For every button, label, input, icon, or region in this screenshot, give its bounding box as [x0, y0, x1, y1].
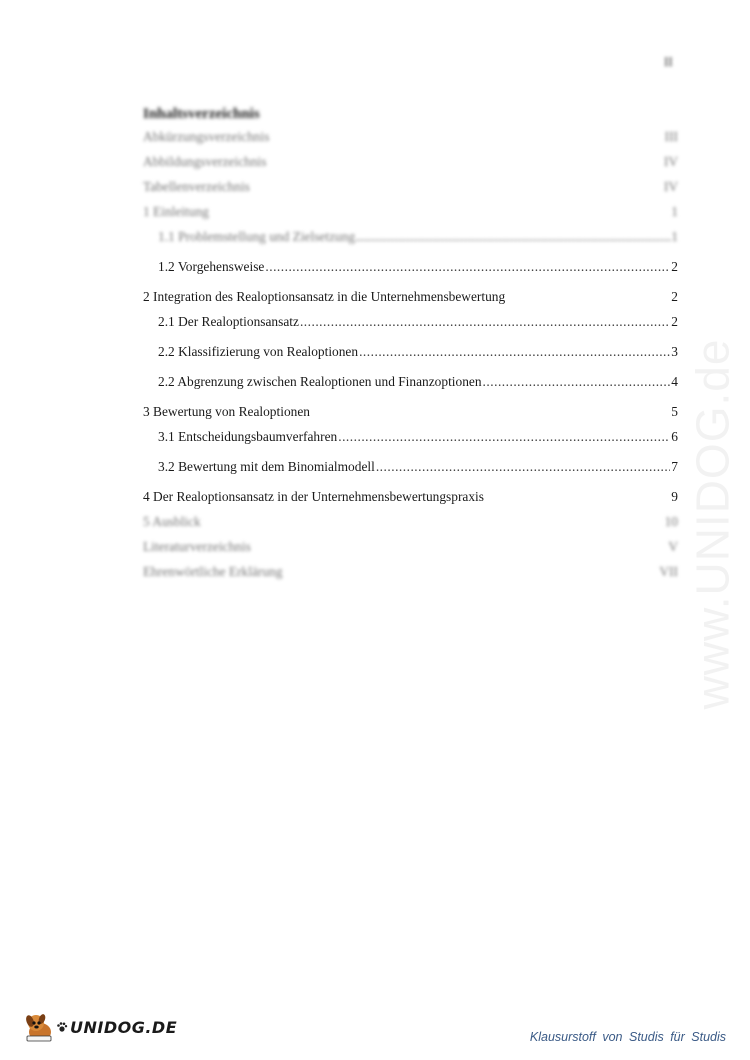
table-of-contents — [143, 106, 678, 580]
toc-entry-bewertung: 3 Bewertung von Realoptionen 5 — [143, 404, 678, 419]
toc-entry-abgrenzung: 2.2 Abgrenzung zwischen Realoptionen und Finanzoptionen ..... 4 — [143, 374, 678, 390]
toc-entry-tabellenverzeichnis: Tabellenverzeichnis IV — [143, 179, 678, 194]
page-number: II — [664, 54, 673, 69]
watermark — [612, 284, 750, 764]
toc-entry-ausblick: 5 Ausblick 10 — [143, 514, 678, 529]
toc-entry-realoptionsansatz: 2.1 Der Realoptionsansatz ..... 2 — [143, 314, 678, 330]
logo-text: UNIDOG.DE — [70, 1017, 178, 1037]
footer-tagline: Klausurstoff von Studis für Studis — [529, 1030, 726, 1044]
watermark-text: www.UNIDOG.de — [686, 338, 739, 710]
toc-title: Inhaltsverzeichnis — [143, 106, 260, 122]
toc-entry-erklaerung: Ehrenwörtliche Erklärung VII — [143, 564, 678, 579]
unidog-logo — [22, 1010, 177, 1044]
toc-entry-problemstellung: 1.1 Problemstellung und Zielsetzung ..... 1 — [143, 229, 678, 245]
toc-entry-vorgehensweise: 1.2 Vorgehensweise ..... 2 — [143, 259, 678, 275]
paw-icon — [56, 1021, 68, 1033]
toc-entry-klassifizierung: 2.2 Klassifizierung von Realoptionen ..... 3 — [143, 344, 678, 360]
toc-entry-literaturverzeichnis: Literaturverzeichnis V — [143, 539, 678, 554]
toc-entry-praxis: 4 Der Realoptionsansatz in der Unternehmensbewertungspraxis 9 — [143, 489, 678, 504]
toc-entry-einleitung: 1 Einleitung 1 — [143, 204, 678, 219]
toc-entry-binomialmodell: 3.2 Bewertung mit dem Binomialmodell ..... 7 — [143, 459, 678, 475]
toc-entry-abbildungsverzeichnis: Abbildungsverzeichnis IV — [143, 154, 678, 169]
dog-mascot-icon — [22, 1010, 56, 1044]
toc-entry-entscheidungsbaum: 3.1 Entscheidungsbaumverfahren ..... 6 — [143, 429, 678, 445]
toc-entry-abkuerzungsverzeichnis: Abkürzungsverzeichnis III — [143, 129, 678, 144]
toc-entry-integration: 2 Integration des Realoptionsansatz in die Unternehmensbewertung 2 — [143, 289, 678, 304]
